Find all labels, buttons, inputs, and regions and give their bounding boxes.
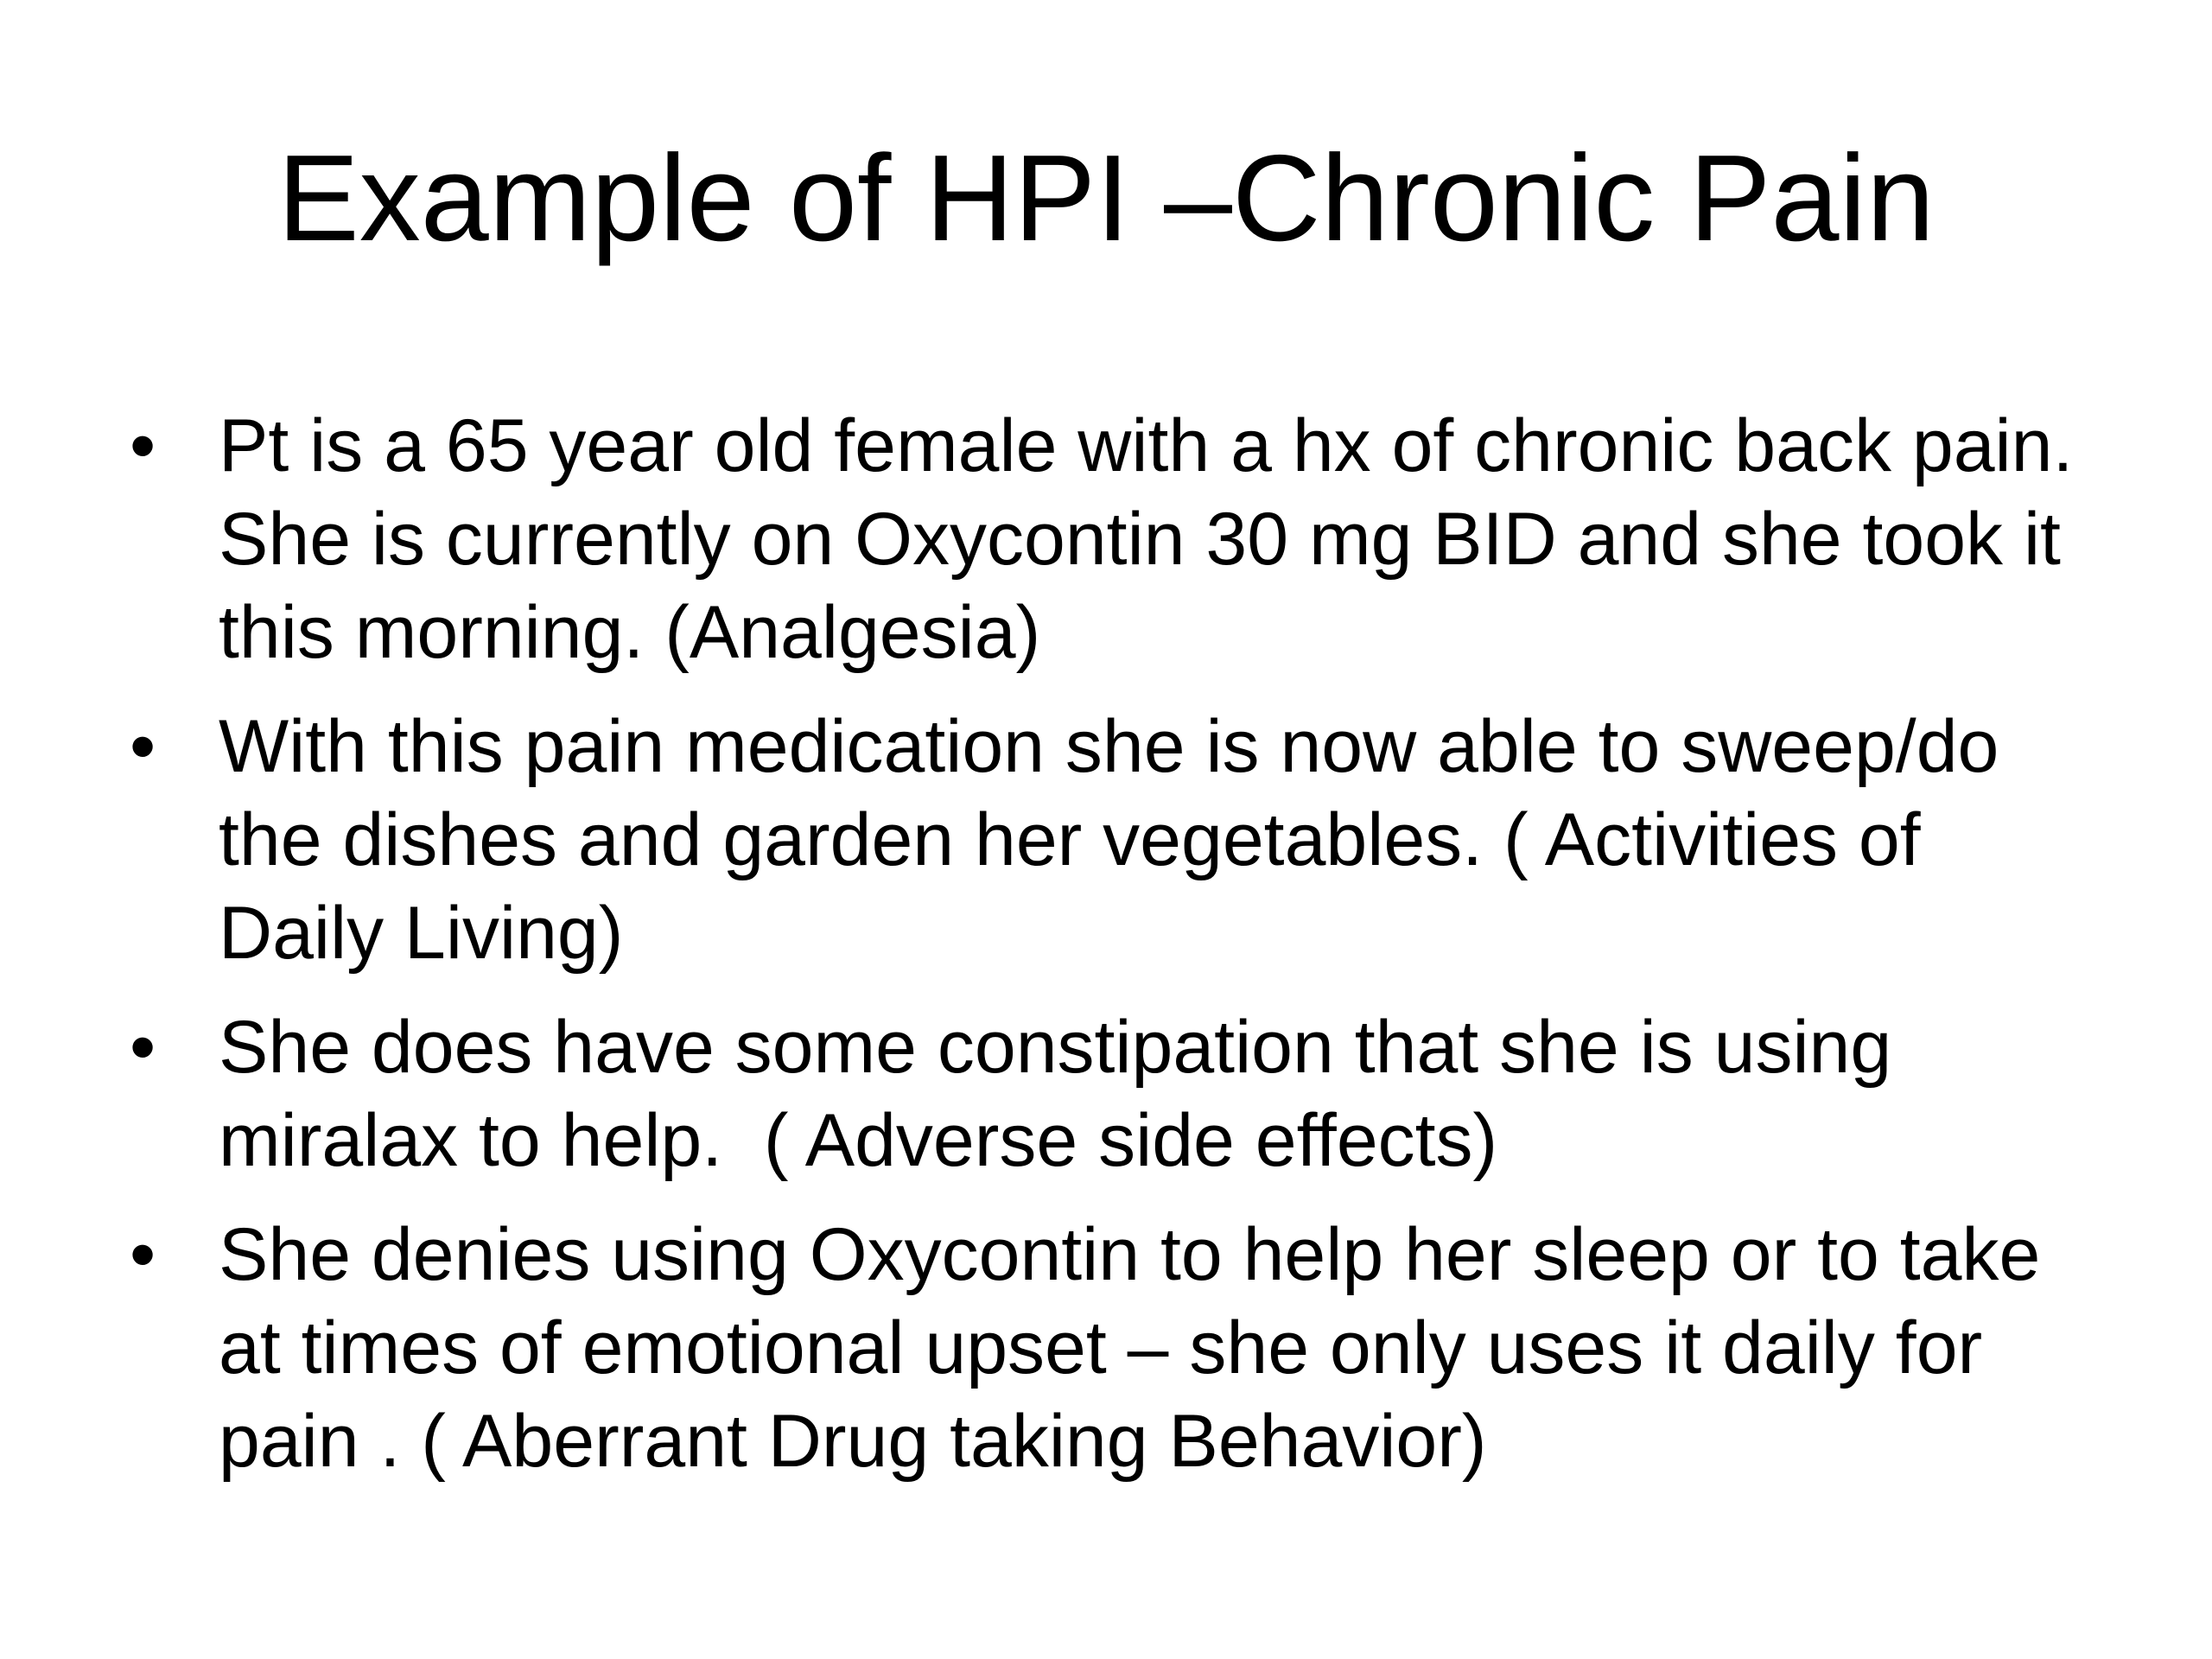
bullet-icon: • <box>130 404 156 487</box>
slide-title: Example of HPI –Chronic Pain <box>277 130 1935 267</box>
bullet-text: Pt is a 65 year old female with a hx of chronic back pain. She is currently on Oxycontin 30 mg BID and she took it this morning. (Analgesia) <box>219 404 2094 674</box>
bullet-icon: • <box>130 1006 156 1089</box>
bullet-icon: • <box>130 705 156 788</box>
bullet-text: She does have some constipation that she is using miralax to help. ( Adverse side effects) <box>219 1006 1913 1182</box>
bullet-item <box>130 1208 2100 1488</box>
bullet-text: With this pain medication she is now able to sweep/do the dishes and garden her vegetables. ( Activities of Daily Living) <box>219 705 2020 975</box>
bullet-icon: • <box>130 1213 156 1296</box>
bullet-item <box>130 1001 2100 1187</box>
bullet-item <box>130 399 2100 679</box>
bullet-item <box>130 700 2100 980</box>
bullet-text: She denies using Oxycontin to help her sleep or to take at times of emotional upset – she only uses it daily for pain . ( Aberrant Drug taking Behavior) <box>219 1213 2062 1483</box>
bullet-list <box>130 399 2100 1509</box>
